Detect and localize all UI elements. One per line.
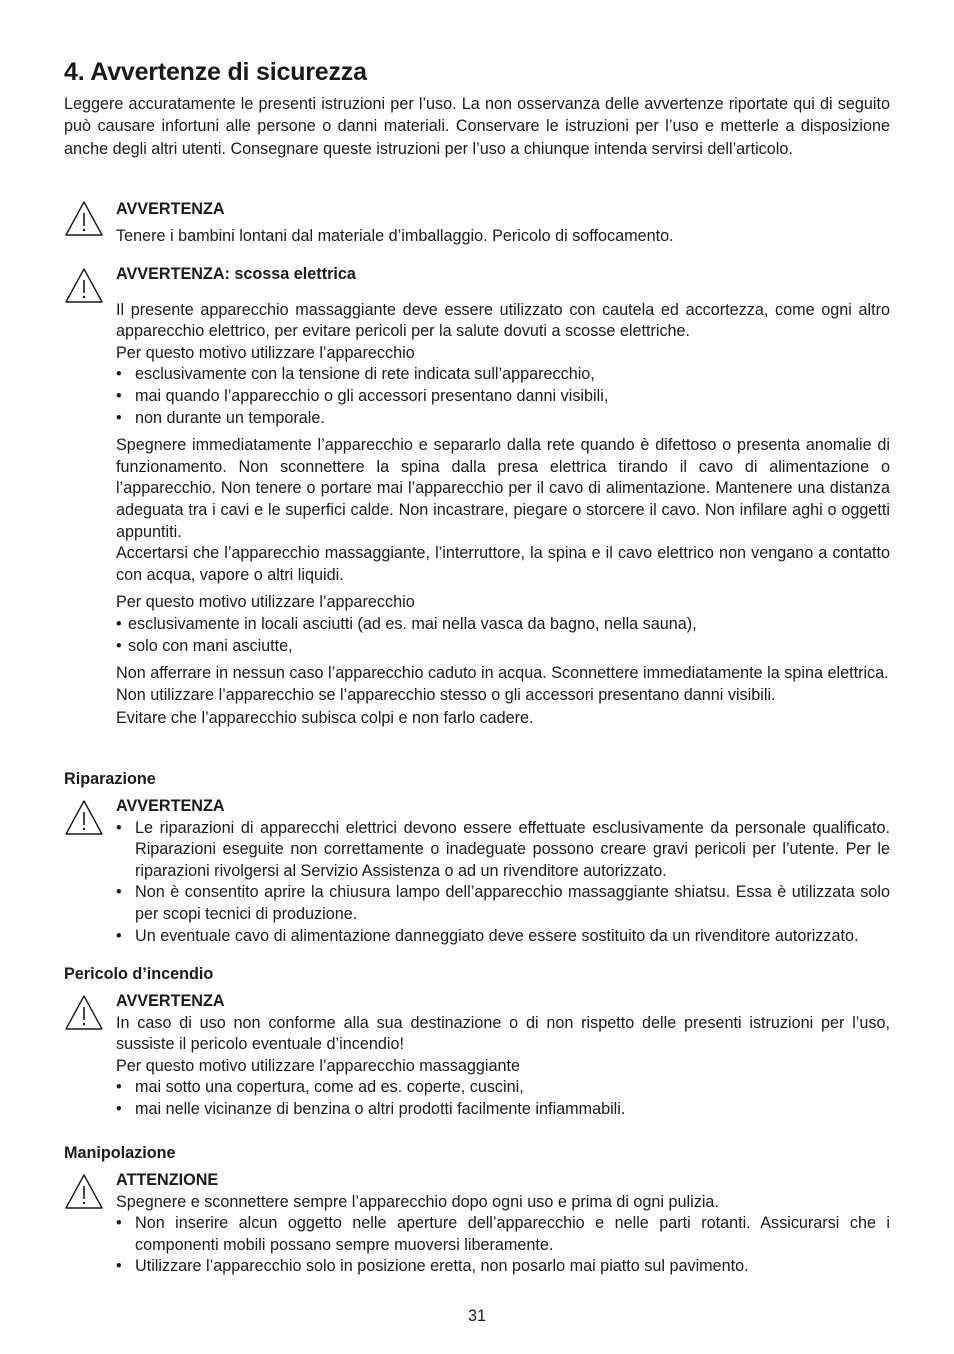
warning-2-heading: AVVERTENZA: scossa elettrica	[116, 265, 356, 283]
list-item: • Non è consentito aprire la chiusura lampo dell’apparecchio massaggiante shiatsu. Essa è utilizzata solo per scopi tecnici di produzione.	[116, 882, 890, 925]
warning-2-list-2	[116, 614, 890, 657]
warning-triangle-icon	[64, 993, 104, 1031]
fire-warning	[116, 991, 890, 1121]
handling-list	[116, 1213, 890, 1278]
section-heading-repair: Riparazione	[64, 770, 156, 788]
intro-paragraph: Leggere accuratamente le presenti istruzioni per l’uso. La non osservanza delle avvertenze riportate qui di seguito può causare infortuni alle persone o danni materiali. Conservare le istruzioni per l’uso e metterle a disposizione anche degli altri utenti. Consegnare queste istruzioni per l’uso a chiunque intenda servirsi dell’articolo.	[64, 95, 890, 158]
repair-list	[116, 818, 890, 948]
fire-warning-heading: AVVERTENZA	[116, 992, 225, 1010]
fire-list	[116, 1077, 890, 1120]
warning-triangle-icon	[64, 266, 104, 304]
list-item: • mai nelle vicinanze di benzina o altri prodotti facilmente infiammabili.	[116, 1099, 890, 1121]
section-heading-fire: Pericolo d’incendio	[64, 965, 214, 983]
section-heading-handling: Manipolazione	[64, 1144, 176, 1162]
warning-2	[116, 264, 890, 730]
handling-warning-heading: ATTENZIONE	[116, 1171, 219, 1189]
warning-2-p4: Accertarsi che l’apparecchio massaggiante, l’interruttore, la spina e il cavo elettrico non vengano a contatto con acqua, vapore o altri liquidi.	[116, 544, 890, 584]
warning-2-p3: Spegnere immediatamente l’apparecchio e separarlo dalla rete quando è difettoso o presenta anomalie di funzionamento. Non sconnettere la spina dalla presa elettrica tirando il cavo di alimentazione o l’apparecchio. Non tenere o portare mai l’apparecchio per il cavo di alimentazione. Mantenere una distanza adeguata tra i cavi e le superfici calde. Non incastrare, piegare o storcere il cavo. Non infilare aghi o oggetti appuntiti.	[116, 436, 890, 541]
warning-2-p6: Non afferrare in nessun caso l’apparecchio caduto in acqua. Sconnettere immediatamente la spina elettrica.	[116, 664, 889, 683]
warning-1	[116, 199, 890, 247]
list-item: • esclusivamente con la tensione di rete indicata sull’apparecchio,	[116, 364, 890, 386]
list-item: • non durante un temporale.	[116, 408, 890, 430]
repair-warning	[116, 796, 890, 947]
warning-2-p8: Evitare che l’apparecchio subisca colpi e non farlo cadere.	[116, 709, 534, 728]
handling-warning-p1: Spegnere e sconnettere sempre l’apparecchio dopo ogni uso e prima di ogni pulizia.	[116, 1192, 719, 1211]
warning-2-p5: Per questo motivo utilizzare l’apparecchio	[116, 593, 415, 612]
list-item: • Non inserire alcun oggetto nelle aperture dell’apparecchio e nelle parti rotanti. Assicurarsi che i componenti mobili possano sempre muoversi liberamente.	[116, 1213, 890, 1256]
fire-warning-p1: In caso di uso non conforme alla sua destinazione o di non rispetto delle presenti istruzioni per l’uso, sussiste il pericolo eventuale d’incendio!	[116, 1013, 890, 1054]
list-item: • mai sotto una copertura, come ad es. coperte, cuscini,	[116, 1077, 890, 1099]
list-item: • mai quando l’apparecchio o gli accessori presentano danni visibili,	[116, 386, 890, 408]
warning-triangle-icon	[64, 798, 104, 836]
page-number: 31	[467, 1307, 486, 1325]
list-item: • Un eventuale cavo di alimentazione danneggiato deve essere sostituito da un rivenditore autorizzato.	[116, 926, 890, 948]
warning-1-heading: AVVERTENZA	[116, 200, 225, 218]
list-item: • esclusivamente in locali asciutti (ad es. mai nella vasca da bagno, nella sauna),	[116, 614, 890, 636]
handling-warning	[116, 1170, 890, 1278]
warning-2-p1: Il presente apparecchio massaggiante deve essere utilizzato con cautela ed accortezza, come ogni altro apparecchio elettrico, per evitare pericoli per la salute dovuti a scosse elettriche.	[116, 300, 890, 341]
list-item: • Le riparazioni di apparecchi elettrici devono essere effettuate esclusivamente da personale qualificato. Riparazioni eseguite non correttamente o inadeguate possono creare gravi pericoli per l’utente. Per le riparazioni rivolgersi al Servizio Assistenza o ad un rivenditore autorizzato.	[116, 818, 890, 883]
warning-triangle-icon	[64, 199, 104, 237]
list-item: • solo con mani asciutte,	[116, 636, 890, 658]
warning-2-p7: Non utilizzare l’apparecchio se l’apparecchio stesso o gli accessori presentano danni visibili.	[116, 685, 776, 704]
repair-warning-heading: AVVERTENZA	[116, 797, 225, 815]
warning-triangle-icon	[64, 1172, 104, 1210]
warning-1-text: Tenere i bambini lontani dal materiale d’imballaggio. Pericolo di soffocamento.	[116, 226, 674, 245]
warning-2-list-1	[116, 364, 890, 429]
fire-warning-p2: Per questo motivo utilizzare l’apparecchio massaggiante	[116, 1056, 520, 1075]
warning-2-p2: Per questo motivo utilizzare l’apparecchio	[116, 343, 415, 362]
page-title: 4. Avvertenze di sicurezza	[64, 58, 367, 86]
list-item: • Utilizzare l’apparecchio solo in posizione eretta, non posarlo mai piatto sul pavimento.	[116, 1256, 890, 1278]
